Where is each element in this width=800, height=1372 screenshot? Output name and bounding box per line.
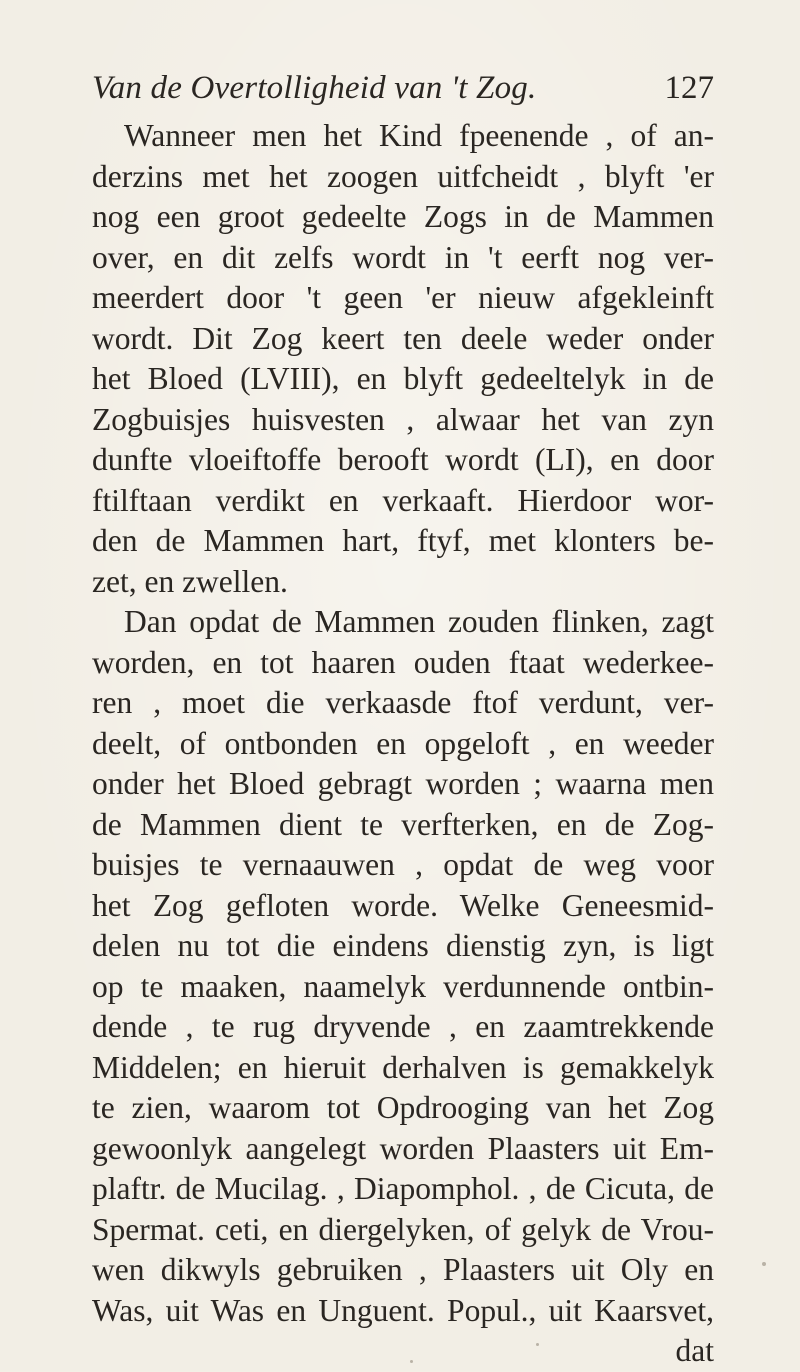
text-line: den de Mammen hart, ftyf, met klonters be- [92,523,714,558]
text-line: gewoonlyk aangelegt worden Plaasters uit Em- [92,1130,714,1166]
text-line: nog een groot gedeelte Zogs in de Mammen [92,199,714,234]
text-line: te zien, waarom tot Opdrooging van het Zog [92,1090,714,1125]
text-line: op te maaken, naamelyk verdunnende ontbin- [92,968,714,1004]
text-line: Middelen; en hieruit derhalven is gemakkelyk [92,1049,714,1085]
text-line: ftilftaan verdikt en verkaaft. Hierdoor wor- [92,482,714,518]
text-line: Was, uit Was en Unguent. Popul., uit Kaarsvet, [92,1292,714,1328]
text-line: wordt. Dit Zog keert ten deele weder onder [92,320,714,356]
text-line: het Bloed (LVIII), en blyft gedeeltelyk in de [92,361,714,396]
text-line: onder het Bloed gebragt worden ; waarna men [92,766,714,801]
paper-speck [536,1343,539,1346]
text-line: derzins met het zoogen uitfcheidt , blyft 'er [92,158,714,194]
running-head: Van de Overtolligheid van 't Zog. [92,70,537,106]
text-line: het Zog gefloten worde. Welke Geneesmid- [92,887,714,923]
text-line: Zogbuisjes huisvesten , alwaar het van zyn [92,401,714,437]
text-line: plaftr. de Mucilag. , Diapomphol. , de Cicuta, de [92,1171,714,1206]
text-line: wen dikwyls gebruiken , Plaasters uit Oly en [92,1252,714,1287]
text-line: worden, en tot haaren ouden ftaat wederkee- [92,644,714,680]
page-number: 127 [664,70,714,106]
text-line: deelt, of ontbonden en opgeloft , en weeder [92,725,714,761]
catchword: dat [675,1333,714,1368]
text-line: de Mammen dient te verfterken, en de Zog- [92,806,714,842]
text-line: meerdert door 't geen 'er nieuw afgekleinft [92,280,714,315]
text-line: zet, en zwellen. [92,563,288,599]
paper-speck [410,1360,413,1363]
text-line: buisjes te vernaauwen , opdat de weg voor [92,847,714,882]
text-line: Spermat. ceti, en diergelyken, of gelyk de Vrou- [92,1211,714,1247]
body-text [92,116,714,1372]
text-line: Wanneer men het Kind fpeenende , of an- [124,118,714,153]
text-line: Dan opdat de Mammen zouden flinken, zagt [124,604,714,639]
text-line: over, en dit zelfs wordt in 't eerft nog ver- [92,239,714,275]
text-line: delen nu tot die eindens dienstig zyn, is ligt [92,928,714,963]
text-line: dende , te rug dryvende , en zaamtrekkende [92,1009,714,1044]
page-header [92,70,714,114]
text-line: dunfte vloeiftoffe berooft wordt (LI), en door [92,442,714,477]
paper-speck [762,1262,766,1266]
text-line: ren , moet die verkaasde ftof verdunt, ver- [92,685,714,720]
